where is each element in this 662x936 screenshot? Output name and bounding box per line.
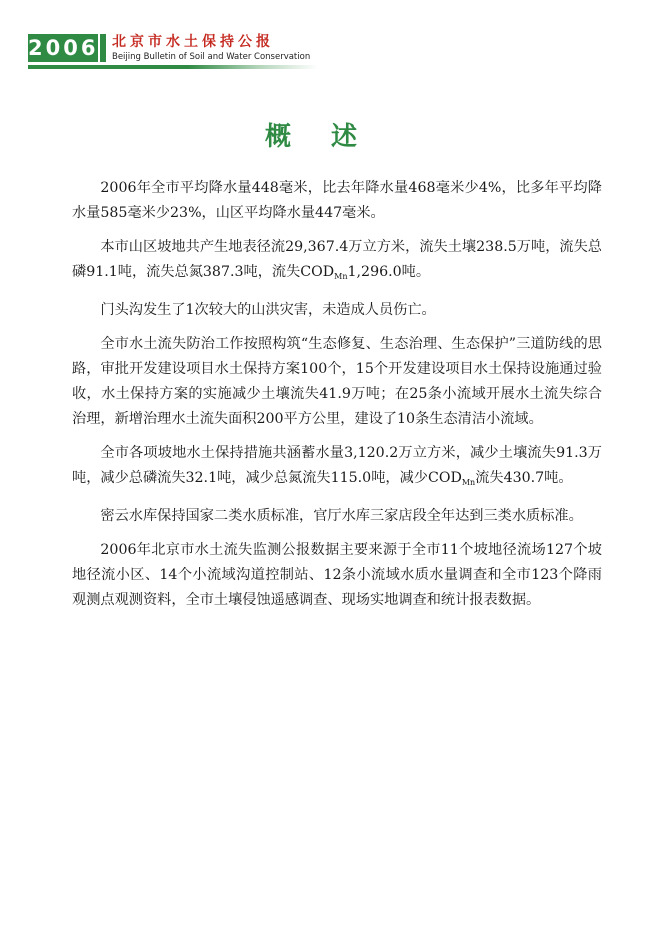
paragraph-measures-text: 全市各项坡地水土保持措施共涵蓄水量3,120.2万立方米，减少土壤流失91.3万吨，减少总磷流失32.1吨，减少总氮流失115.0吨，减少 — [72, 445, 602, 486]
paragraph-data-sources: 2006年北京市水土流失监测公报数据主要来源于全市11个坡地径流场127个坡地径流小区、14个小流域沟道控制站、12条小流域水质水量调查和全市123个降雨观测点观测资料，全市土壤侵蚀遥感调查、现场实地调查和统计报表数据。 — [72, 542, 602, 608]
paragraph-prevention: 全市水土流失防治工作按照构筑“生态修复、生态治理、生态保护”三道防线的思路，审批开发建设项目水土保持方案100个，15个开发建设项目水土保持设施通过验收，水土保持方案的实施减少土壤流失41.9万吨；在25条小流域开展水土流失综合治理，新增治理水土流失面积200平方公里，建设了10条生态清洁小流域。 — [72, 336, 602, 427]
paragraph-reservoir: 密云水库保持国家二类水质标准，官厅水库三家店段全年达到三类水质标准。 — [100, 508, 583, 524]
cod-subscript: Mn — [461, 478, 476, 487]
page-title: 概述 — [264, 122, 397, 152]
body-text — [72, 176, 602, 622]
cod-label: COD — [427, 470, 462, 486]
paragraph-runoff — [72, 235, 602, 289]
header-logo-mark — [100, 34, 106, 62]
header-divider — [28, 65, 318, 69]
cod-label: COD — [300, 264, 335, 280]
paragraph-flood: 门头沟发生了1次较大的山洪灾害，未造成人员伤亡。 — [100, 302, 436, 318]
cod-subscript: Mn — [334, 272, 348, 281]
paragraph-measures-end: 流失430.7吨。 — [475, 470, 573, 486]
paragraph-precipitation: 2006年全市平均降水量448毫米，比去年降水量468毫米少4%，比多年平均降水量585毫米少23%，山区平均降水量447毫米。 — [72, 180, 602, 221]
bulletin-title-en: Beijing Bulletin of Soil and Water Conservation — [112, 52, 311, 62]
paragraph-runoff-text: 本市山区坡地共产生地表径流29,367.4万立方米，流失土壤238.5万吨，流失总磷91.1吨，流失总氮387.3吨，流失 — [72, 239, 602, 280]
paragraph-measures — [72, 441, 602, 495]
paragraph-runoff-end: 1,296.0吨。 — [347, 264, 431, 280]
year-badge: 2006 — [28, 36, 99, 60]
bulletin-title-cn: 北京市水土保持公报 — [112, 34, 274, 50]
bulletin-header — [0, 0, 662, 80]
